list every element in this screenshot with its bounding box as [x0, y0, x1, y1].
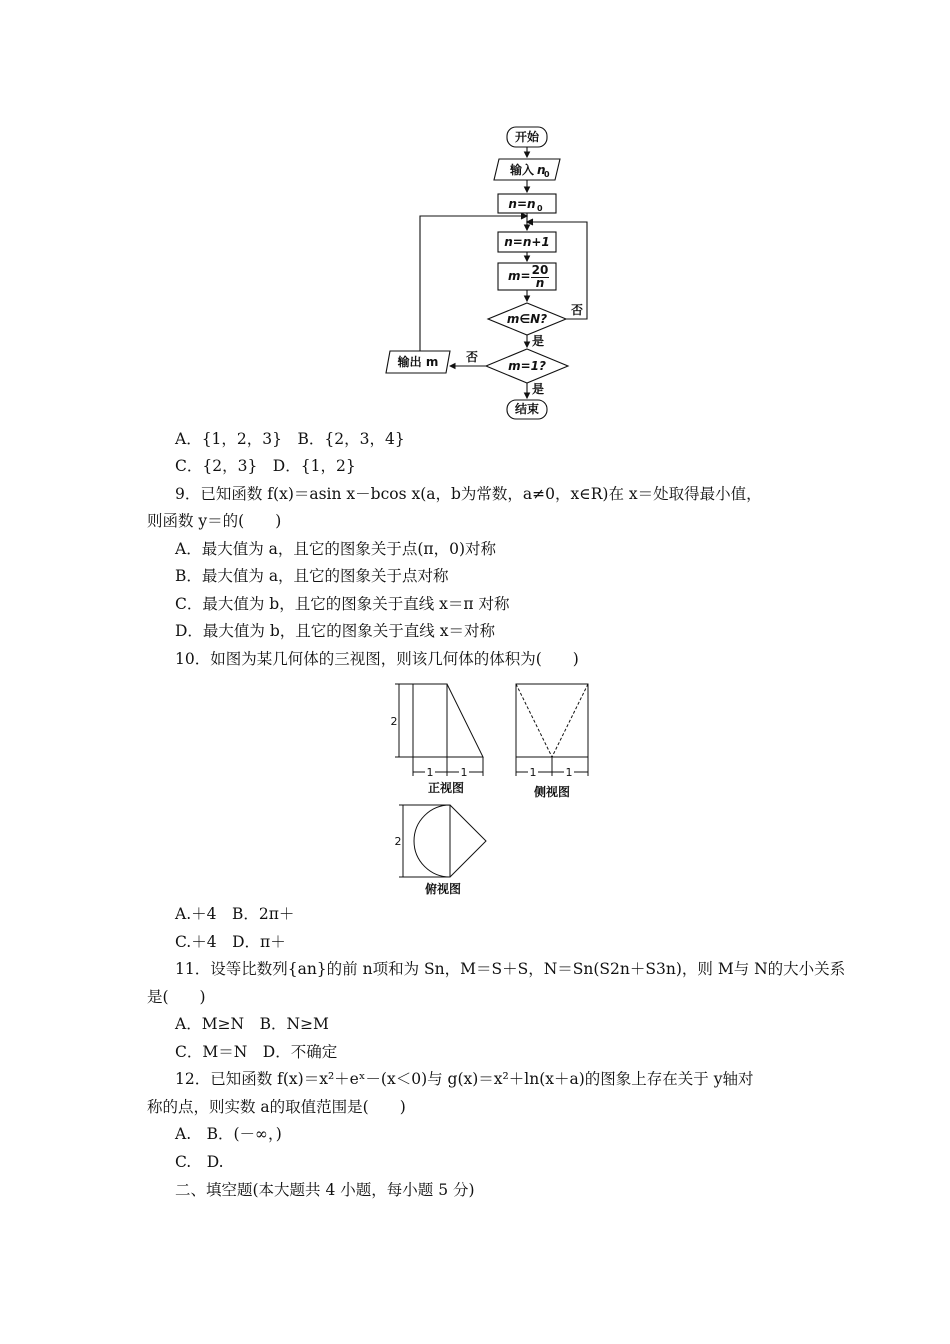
- q9-line1: 9．已知函数 f(x)＝asin x－bcos x(a，b为常数，a≠0，x∈R)在 x＝处取得最小值，: [175, 485, 762, 503]
- input-sub: 0: [544, 170, 550, 179]
- q11-options-cd: C．M＝N D．不确定: [175, 1043, 338, 1061]
- q12-line1: 12．已知函数 f(x)＝x²＋eˣ－(x＜0)与 g(x)＝x²＋ln(x＋a)的图象上存在关于 y轴对: [175, 1070, 754, 1088]
- flowchart: [380, 120, 620, 425]
- side-dim-width-2: 1: [565, 766, 573, 779]
- end-text: 结束: [514, 402, 540, 416]
- frac-num: 20: [531, 263, 549, 277]
- q9-line2: 则函数 y＝的( ): [147, 512, 282, 530]
- q9-option-b: B．最大值为 a，且它的图象关于点对称: [175, 567, 449, 585]
- top-view-label: 俯视图: [424, 882, 462, 896]
- yes-label-1: 是: [532, 334, 545, 348]
- section-2-heading: 二、填空题(本大题共 4 小题，每小题 5 分): [175, 1181, 475, 1199]
- assign-sub: 0: [537, 204, 543, 213]
- front-dim-width-1: 1: [426, 766, 434, 779]
- input-var: n: [537, 163, 546, 177]
- q9-option-c: C．最大值为 b，且它的图象关于直线 x＝π 对称: [175, 595, 510, 613]
- front-dim-height: 2: [390, 715, 398, 728]
- start-text: 开始: [514, 130, 540, 144]
- cond2-text: m=1?: [508, 359, 546, 373]
- q9-option-a: A．最大值为 a，且它的图象关于点(π，0)对称: [175, 540, 497, 558]
- side-dim-width-1: 1: [529, 766, 537, 779]
- q9-option-d: D．最大值为 b，且它的图象关于直线 x＝对称: [175, 622, 495, 640]
- q8-options-cd: C．{2，3} D．{1，2}: [175, 457, 356, 475]
- output-text: 输出 m: [397, 355, 439, 369]
- top-dim-height: 2: [394, 835, 402, 848]
- front-view-label: 正视图: [427, 781, 465, 795]
- q10-stem: 10．如图为某几何体的三视图，则该几何体的体积为( ): [175, 650, 579, 668]
- q12-options-cd: C. D.: [175, 1153, 224, 1171]
- q11-options-ab: A．M≥N B．N≥M: [175, 1015, 329, 1033]
- three-views-figure: [385, 678, 605, 900]
- q12-line2: 称的点，则实数 a的取值范围是( ): [147, 1098, 406, 1116]
- input-text: 输入: [510, 163, 535, 177]
- q8-options-ab: A．{1，2，3} B．{2，3，4}: [175, 430, 405, 448]
- no-label-2: 否: [466, 350, 479, 364]
- q10-options-ab: A.＋4 B．2π＋: [175, 905, 295, 923]
- cond1-text: m∈N?: [506, 312, 548, 326]
- frac-den: n: [535, 276, 545, 290]
- q12-options-ab: A. B．(－∞，): [175, 1125, 282, 1143]
- assign-text: n=n: [508, 197, 536, 211]
- side-view-label: 侧视图: [533, 785, 571, 799]
- yes-label-2: 是: [532, 382, 545, 396]
- q11-line2: 是( ): [147, 988, 206, 1006]
- q10-options-cd: C.＋4 D．π＋: [175, 933, 286, 951]
- front-dim-width-2: 1: [460, 766, 468, 779]
- m-eq-text: m=: [508, 269, 531, 283]
- incr-text: n=n+1: [504, 235, 550, 249]
- no-label-1: 否: [571, 303, 584, 317]
- q11-line1: 11．设等比数列{an}的前 n项和为 Sn，M＝S＋S，N＝Sn(S2n＋S3n)，则 M与 N的大小关系: [175, 960, 846, 978]
